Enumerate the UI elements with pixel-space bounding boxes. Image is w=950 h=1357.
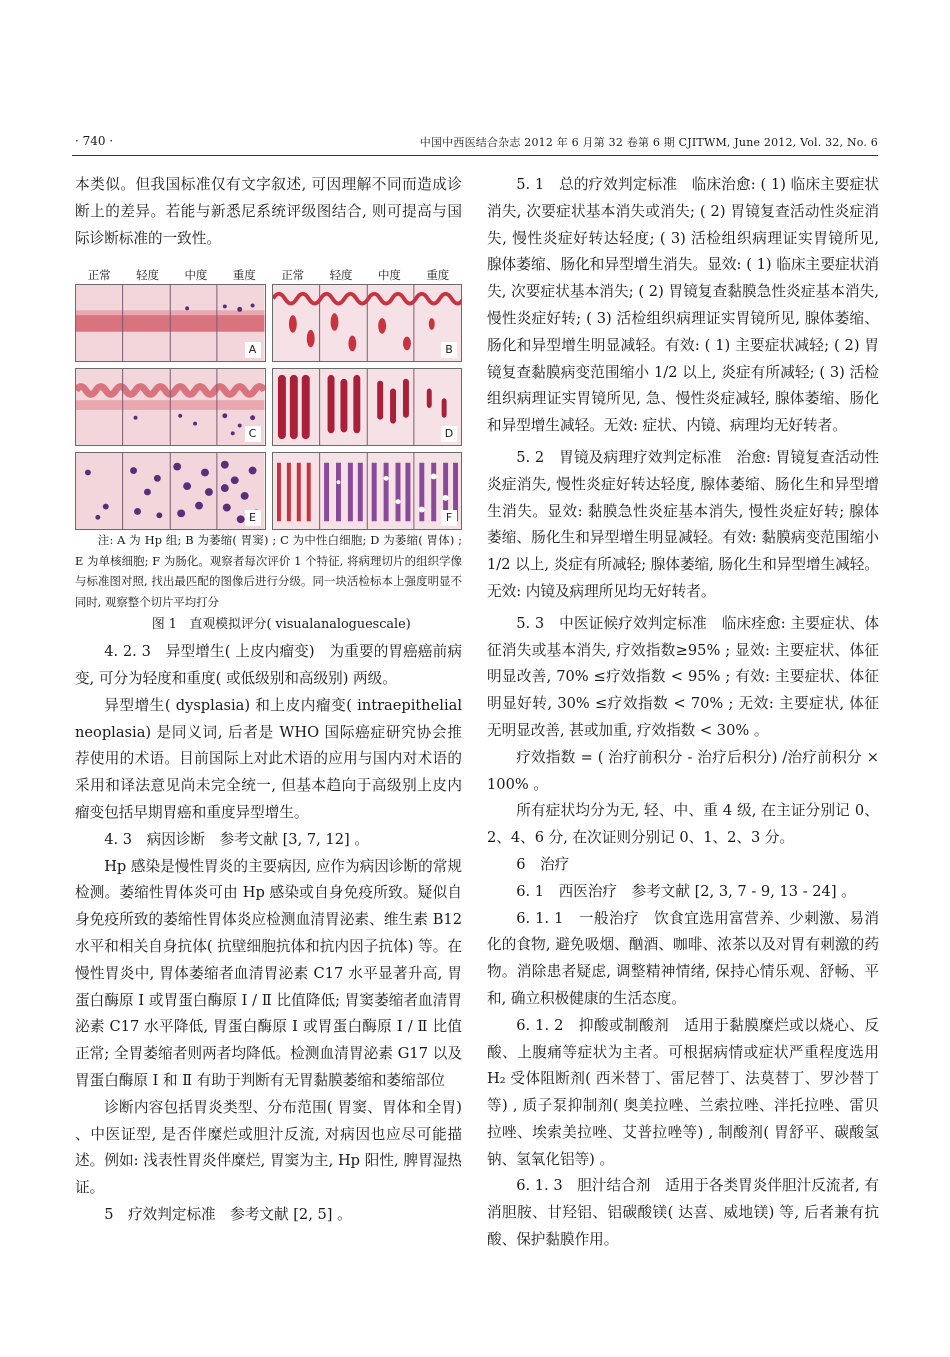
panel-letter: B [441,342,457,358]
histology-image [273,369,462,445]
section-heading: 4. 3 病因诊断 参考文献 [3, 7, 12] 。 [104,830,369,848]
header-rule [72,155,878,156]
section-heading: 6 治疗 [516,855,570,873]
grade-label: 中度 [377,268,401,283]
histology-panel-b [272,284,463,362]
paragraph: Hp 感染是慢性胃炎的主要病因, 应作为病因诊断的常规检测。萎缩性胃体炎可由 Hp 感染或自身免疫所致。疑似自身免疫所致的萎缩性胃体炎应检测血清胃泌素、维生素 B12 水平和相关自身抗体( 抗壁细胞抗体和抗内因子抗体) 等。在慢性胃炎中, 胃体萎缩者血清胃泌素 C17 水平显著升高, 胃蛋白酶原 Ⅰ 或胃蛋白酶原 Ⅰ / Ⅱ 比值降低; 胃窦萎缩者血清胃泌素 C17 水平降低, 胃蛋白酶原 Ⅰ 或胃蛋白酶原 Ⅰ / Ⅱ 比值正常; 全胃萎缩者则两者均降低。检测血清胃泌素 G17 以及胃蛋白酶原 Ⅰ 和 Ⅱ 有助于判断有无胃黏膜萎缩和萎缩部位 [75,857,462,1089]
paragraph: 6. 1. 2 抑酸或制酸剂 适用于黏膜糜烂或以烧心、反酸、上腹痛等症状为主者。可根据病情或症状严重程度选用 H₂ 受体阻断剂( 西米替丁、雷尼替丁、法莫替丁、罗沙替丁等) , 质子泵抑制剂( 奥美拉唑、兰索拉唑、泮托拉唑、雷贝拉唑、埃索美拉唑、艾普拉唑等) , 制酸剂( 胃舒平、碳酸氢钠、氢氧化铝等) 。 [487,1016,879,1168]
page-number: · 740 · [75,134,114,148]
paragraph: 5. 1 总的疗效判定标准 临床治愈: ( 1) 临床主要症状消失, 次要症状基本消失或消失; ( 2) 胃镜复查活动性炎症消失, 慢性炎症好转达轻度; ( 3) 活检组织病理证实胃镜所见, 腺体萎缩、肠化和异型增生消失。显效: ( 1) 临床主要症状消失, 次要症状基本消失; ( 2) 胃镜复查黏膜急性炎症基本消失, 慢性炎症好转; ( 3) 活检组织病理证实胃镜所见, 腺体萎缩、肠化和异型增生明显减轻。有效: ( 1) 主要症状减轻; ( 2) 胃镜复查黏膜病变范围缩小 1/2 以上, 炎症有所减轻; ( 3) 活检组织病理证实胃镜所见, 急、慢性炎症减轻, 腺体萎缩、肠化和异型增生减轻。无效: 症状、内镜、病理均无好转者。 [487,176,879,435]
paragraph: 6. 1. 1 一般治疗 饮食宜选用富营养、少刺激、易消化的食物, 避免吸烟、酗酒、咖啡、浓茶以及对胃有刺激的药物。消除患者疑虑, 调整精神情绪, 保持心情乐观、舒畅、平和, 确立积极健康的生活态度。 [487,909,879,1007]
figure-panels [75,284,462,530]
paragraph: 异型增生( dysplasia) 和上皮内瘤变( intraepithelial neoplasia) 是同义词, 后者是 WHO 国际癌症研究协会推荐使用的术语。目前国际上对此术语的应用与国内对术语的采用和译法意见尚未完全统一, 但基本趋向于高级别上皮内瘤变包括早期胃癌和重度异型增生。 [75,696,462,821]
running-header: 中国中西医结合杂志 2012 年 6 月第 32 卷第 6 期 CJITWM, June 2012, Vol. 32, No. 6 [419,136,878,149]
grade-label: 正常 [87,268,111,283]
panel-letter: F [441,510,457,526]
histology-panel-d [272,368,463,446]
panel-letter: E [245,510,261,526]
grade-label: 正常 [281,268,305,283]
histology-panel-f [272,452,463,530]
panel-letter: D [441,426,457,442]
histology-image [76,285,265,361]
histology-image [273,453,462,529]
figure-note: 注: A 为 Hp 组; B 为萎缩( 胃窦) ; C 为中性白细胞; D 为萎缩( 胃体) ; E 为单核细胞; F 为肠化。观察者每次评价 1 个特征, 将病理切片的组织学像与标准图对照, 找出最匹配的图像后进行分级。同一块活检标本上强度明显不同时, 观察整个切片平均打分 [75,533,462,609]
paragraph: 5. 2 胃镜及病理疗效判定标准 治愈: 胃镜复查活动性炎症消失, 慢性炎症好转达轻度, 腺体萎缩、肠化生和异型增生消失。显效: 黏膜急性炎症基本消失, 慢性炎症好转; 腺体萎缩、肠化生和异型增生明显减轻。有效: 黏膜病变范围缩小 1/2 以上, 炎症有所减轻; 腺体萎缩, 肠化生和异型增生减轻。无效: 内镜及病理所见均无好转者。 [487,448,879,600]
section-heading: 4. 2. 3 异型增生( 上皮内瘤变) 为重要的胃癌癌前病变, 可分为轻度和重度( 或低级别和高级别) 两级。 [75,643,462,687]
formula: 疗效指数 = ( 治疗前积分 - 治疗后积分) /治疗前积分 × 100% 。 [487,748,879,793]
panel-letter: A [245,342,261,358]
paragraph: 6. 1. 3 胆汁结合剂 适用于各类胃炎伴胆汁反流者, 有消胆胺、甘羟铝、铝碳酸镁( 达喜、威地镁) 等, 后者兼有抗酸、保护黏膜作用。 [487,1177,879,1249]
histology-image [76,369,265,445]
histology-panel-c [75,368,266,446]
grade-label: 重度 [426,268,450,283]
grade-label: 轻度 [136,268,160,283]
figure-grade-labels [75,262,462,284]
histology-image [76,453,265,529]
paragraph: 诊断内容包括胃炎类型、分布范围( 胃窦、胃体和全胃) 、中医证型, 是否伴糜烂或胆汁反流, 对病因也应尽可能描述。例如: 浅表性胃炎伴糜烂, 胃窦为主, Hp 阳性, 脾胃湿热证。 [75,1098,462,1197]
figure-caption: 图 1 直观模拟评分( visualanaloguescale) [151,617,411,633]
grade-label: 轻度 [329,268,353,283]
grade-label: 中度 [184,268,208,283]
paragraph: 所有症状均分为无, 轻、中、重 4 级, 在主证分别记 0、2、4、6 分, 在次证则分别记 0、1、2、3 分。 [487,802,879,847]
histology-panel-e [75,452,266,530]
histology-panel-a [75,284,266,362]
panel-letter: C [245,426,261,442]
paragraph: 本类似。但我国标准仅有文字叙述, 可因理解不同而造成诊断上的差异。若能与新悉尼系统评级图结合, 则可提高与国际诊断标准的一致性。 [75,176,462,247]
paragraph: 5. 3 中医证候疗效判定标准 临床痊愈: 主要症状、体征消失或基本消失, 疗效指数≥95% ; 显效: 主要症状、体征明显改善, 70% ≤疗效指数 < 95% ; 有效: 主要症状、体征明显好转, 30% ≤疗效指数 < 70% ; 无效: 主要症状, 体征无明显改善, 甚或加重, 疗效指数 < 30% 。 [487,614,879,739]
grade-label: 重度 [232,268,256,283]
right-column [487,172,879,1254]
figure-1 [75,262,462,639]
section-heading: 6. 1 西医治疗 参考文献 [2, 3, 7 - 9, 13 - 24] 。 [516,882,856,900]
histology-image [273,285,462,361]
section-heading: 5 疗效判定标准 参考文献 [2, 5] 。 [104,1205,352,1223]
left-column [75,172,462,1229]
